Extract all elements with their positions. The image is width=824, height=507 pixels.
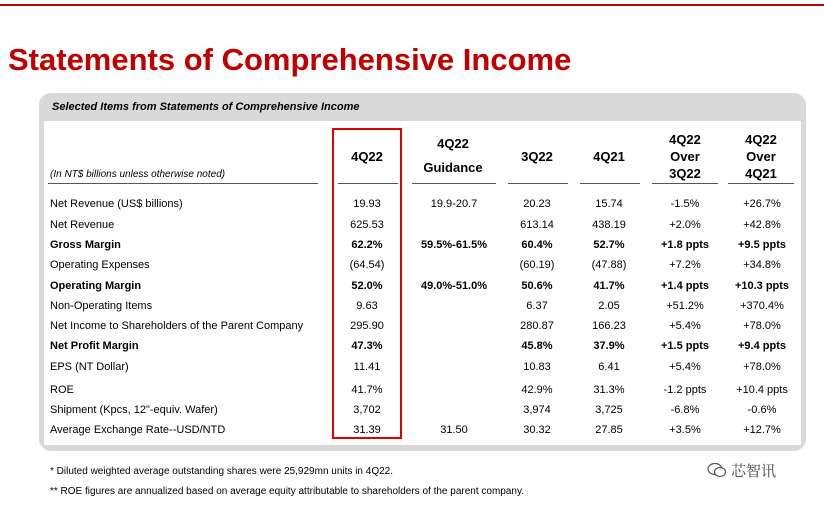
- table-cell: 20.23: [523, 198, 551, 210]
- header-divider: [652, 183, 718, 184]
- header-divider: [48, 183, 318, 184]
- header-divider: [412, 183, 496, 184]
- table-cell: -0.6%: [747, 404, 777, 416]
- row-label: Gross Margin: [50, 239, 121, 251]
- table-cell: 41.7%: [593, 280, 625, 292]
- col-header-line: 4Q21: [745, 166, 777, 181]
- table-cell: +10.3 ppts: [734, 280, 790, 292]
- col-header-4q21: [578, 148, 640, 165]
- table-cell: 10.83: [523, 361, 551, 373]
- header-divider: [580, 183, 640, 184]
- table-cell: 280.87: [520, 320, 554, 332]
- table-cell: +3.5%: [669, 424, 701, 436]
- col-header-line: 4Q22: [351, 149, 383, 164]
- col-header-line: 3Q22: [669, 166, 701, 181]
- table-cell: 62.2%: [351, 239, 383, 251]
- table-cell: 3,725: [595, 404, 623, 416]
- table-cell: +26.7%: [743, 198, 781, 210]
- table-cell: 45.8%: [521, 340, 553, 352]
- col-header-line: Over: [670, 149, 700, 164]
- table-cell: +7.2%: [669, 259, 701, 271]
- unit-note: (In NT$ billions unless otherwise noted): [50, 169, 226, 180]
- row-label: EPS (NT Dollar): [50, 361, 129, 373]
- table-cell: (60.19): [519, 259, 555, 271]
- table-cell: 60.4%: [521, 239, 553, 251]
- table-cell: +2.0%: [669, 219, 701, 231]
- table-cell: 52.0%: [351, 280, 383, 292]
- table-cell: (64.54): [349, 259, 385, 271]
- highlight-4q22-column: [332, 128, 402, 439]
- table-cell: 49.0%-51.0%: [420, 280, 488, 292]
- table-cell: 47.3%: [351, 340, 383, 352]
- table-cell: +9.5 ppts: [738, 239, 786, 251]
- row-label: Non-Operating Items: [50, 300, 153, 312]
- col-header-line: Guidance: [423, 160, 483, 175]
- table-cell: +1.5 ppts: [661, 340, 709, 352]
- table-cell: (47.88): [591, 259, 627, 271]
- table-cell: +78.0%: [743, 320, 781, 332]
- top-accent-line: [0, 4, 824, 6]
- row-label: Shipment (Kpcs, 12"-equiv. Wafer): [50, 404, 218, 416]
- table-cell: 11.41: [353, 361, 381, 373]
- table-cell: +51.2%: [666, 300, 704, 312]
- header-divider: [728, 183, 794, 184]
- row-label: Average Exchange Rate--USD/NTD: [50, 424, 226, 436]
- footnote-roe: ** ROE figures are annualized based on average equity attributable to shareholders of the parent company.: [50, 486, 524, 497]
- col-header-guidance: [410, 132, 496, 180]
- table-cell: +42.8%: [743, 219, 781, 231]
- table-cell: 2.05: [598, 300, 620, 312]
- table-cell: 37.9%: [593, 340, 625, 352]
- table-cell: +9.4 ppts: [738, 340, 786, 352]
- table-cell: 59.5%-61.5%: [420, 239, 488, 251]
- col-header-over-3q22: [650, 131, 720, 182]
- row-label: Net Revenue: [50, 219, 115, 231]
- row-label: Net Revenue (US$ billions): [50, 198, 183, 210]
- table-cell: 9.63: [356, 300, 378, 312]
- table-cell: 295.90: [350, 320, 384, 332]
- row-label: ROE: [50, 384, 74, 396]
- col-header-line: 4Q22: [669, 132, 701, 147]
- table-cell: 3,974: [523, 404, 551, 416]
- table-cell: 31.39: [353, 424, 381, 436]
- row-label: Operating Margin: [50, 280, 142, 292]
- table-cell: +370.4%: [740, 300, 784, 312]
- col-header-line: 4Q21: [593, 149, 625, 164]
- table-cell: 31.50: [440, 424, 468, 436]
- watermark-text: 芯智讯: [731, 463, 777, 480]
- row-label: Net Profit Margin: [50, 340, 139, 352]
- table-cell: 30.32: [523, 424, 551, 436]
- table-cell: +10.4 ppts: [736, 384, 788, 396]
- table-cell: 613.14: [520, 219, 554, 231]
- table-cell: +5.4%: [669, 320, 701, 332]
- table-cell: 31.3%: [593, 384, 625, 396]
- table-cell: 6.41: [598, 361, 620, 373]
- table-cell: 15.74: [595, 198, 623, 210]
- page-title: Statements of Comprehensive Income: [8, 42, 572, 77]
- table-cell: +34.8%: [743, 259, 781, 271]
- table-cell: +5.4%: [669, 361, 701, 373]
- table-cell: 52.7%: [593, 239, 625, 251]
- table-cell: 27.85: [595, 424, 623, 436]
- table-cell: +1.8 ppts: [661, 239, 709, 251]
- table-cell: 625.53: [350, 219, 384, 231]
- col-header-line: 3Q22: [521, 149, 553, 164]
- col-header-line: 4Q22: [437, 136, 469, 151]
- table-cell: 42.9%: [521, 384, 553, 396]
- table-cell: 3,702: [353, 404, 381, 416]
- table-cell: 50.6%: [521, 280, 553, 292]
- wechat-icon: [707, 462, 727, 478]
- header-divider: [508, 183, 568, 184]
- table-cell: -1.2 ppts: [663, 384, 707, 396]
- row-label: Operating Expenses: [50, 259, 150, 271]
- col-header-line: Over: [746, 149, 776, 164]
- panel-title: Selected Items from Statements of Comprehensive Income: [52, 101, 360, 113]
- table-cell: 19.9-20.7: [430, 198, 478, 210]
- table-cell: 41.7%: [351, 384, 383, 396]
- table-cell: 6.37: [526, 300, 548, 312]
- table-cell: +78.0%: [743, 361, 781, 373]
- table-cell: +1.4 ppts: [661, 280, 709, 292]
- table-cell: 166.23: [592, 320, 626, 332]
- col-header-over-4q21: [726, 131, 796, 182]
- row-label: Net Income to Shareholders of the Parent Company: [50, 320, 304, 332]
- table-cell: 438.19: [592, 219, 626, 231]
- col-header-3q22: [506, 148, 568, 165]
- table-cell: +12.7%: [743, 424, 781, 436]
- table-cell: -1.5%: [670, 198, 700, 210]
- table-cell: 19.93: [353, 198, 381, 210]
- col-header-line: 4Q22: [745, 132, 777, 147]
- footnote-diluted-shares: * Diluted weighted average outstanding shares were 25,929mn units in 4Q22.: [50, 466, 393, 477]
- table-cell: -6.8%: [670, 404, 700, 416]
